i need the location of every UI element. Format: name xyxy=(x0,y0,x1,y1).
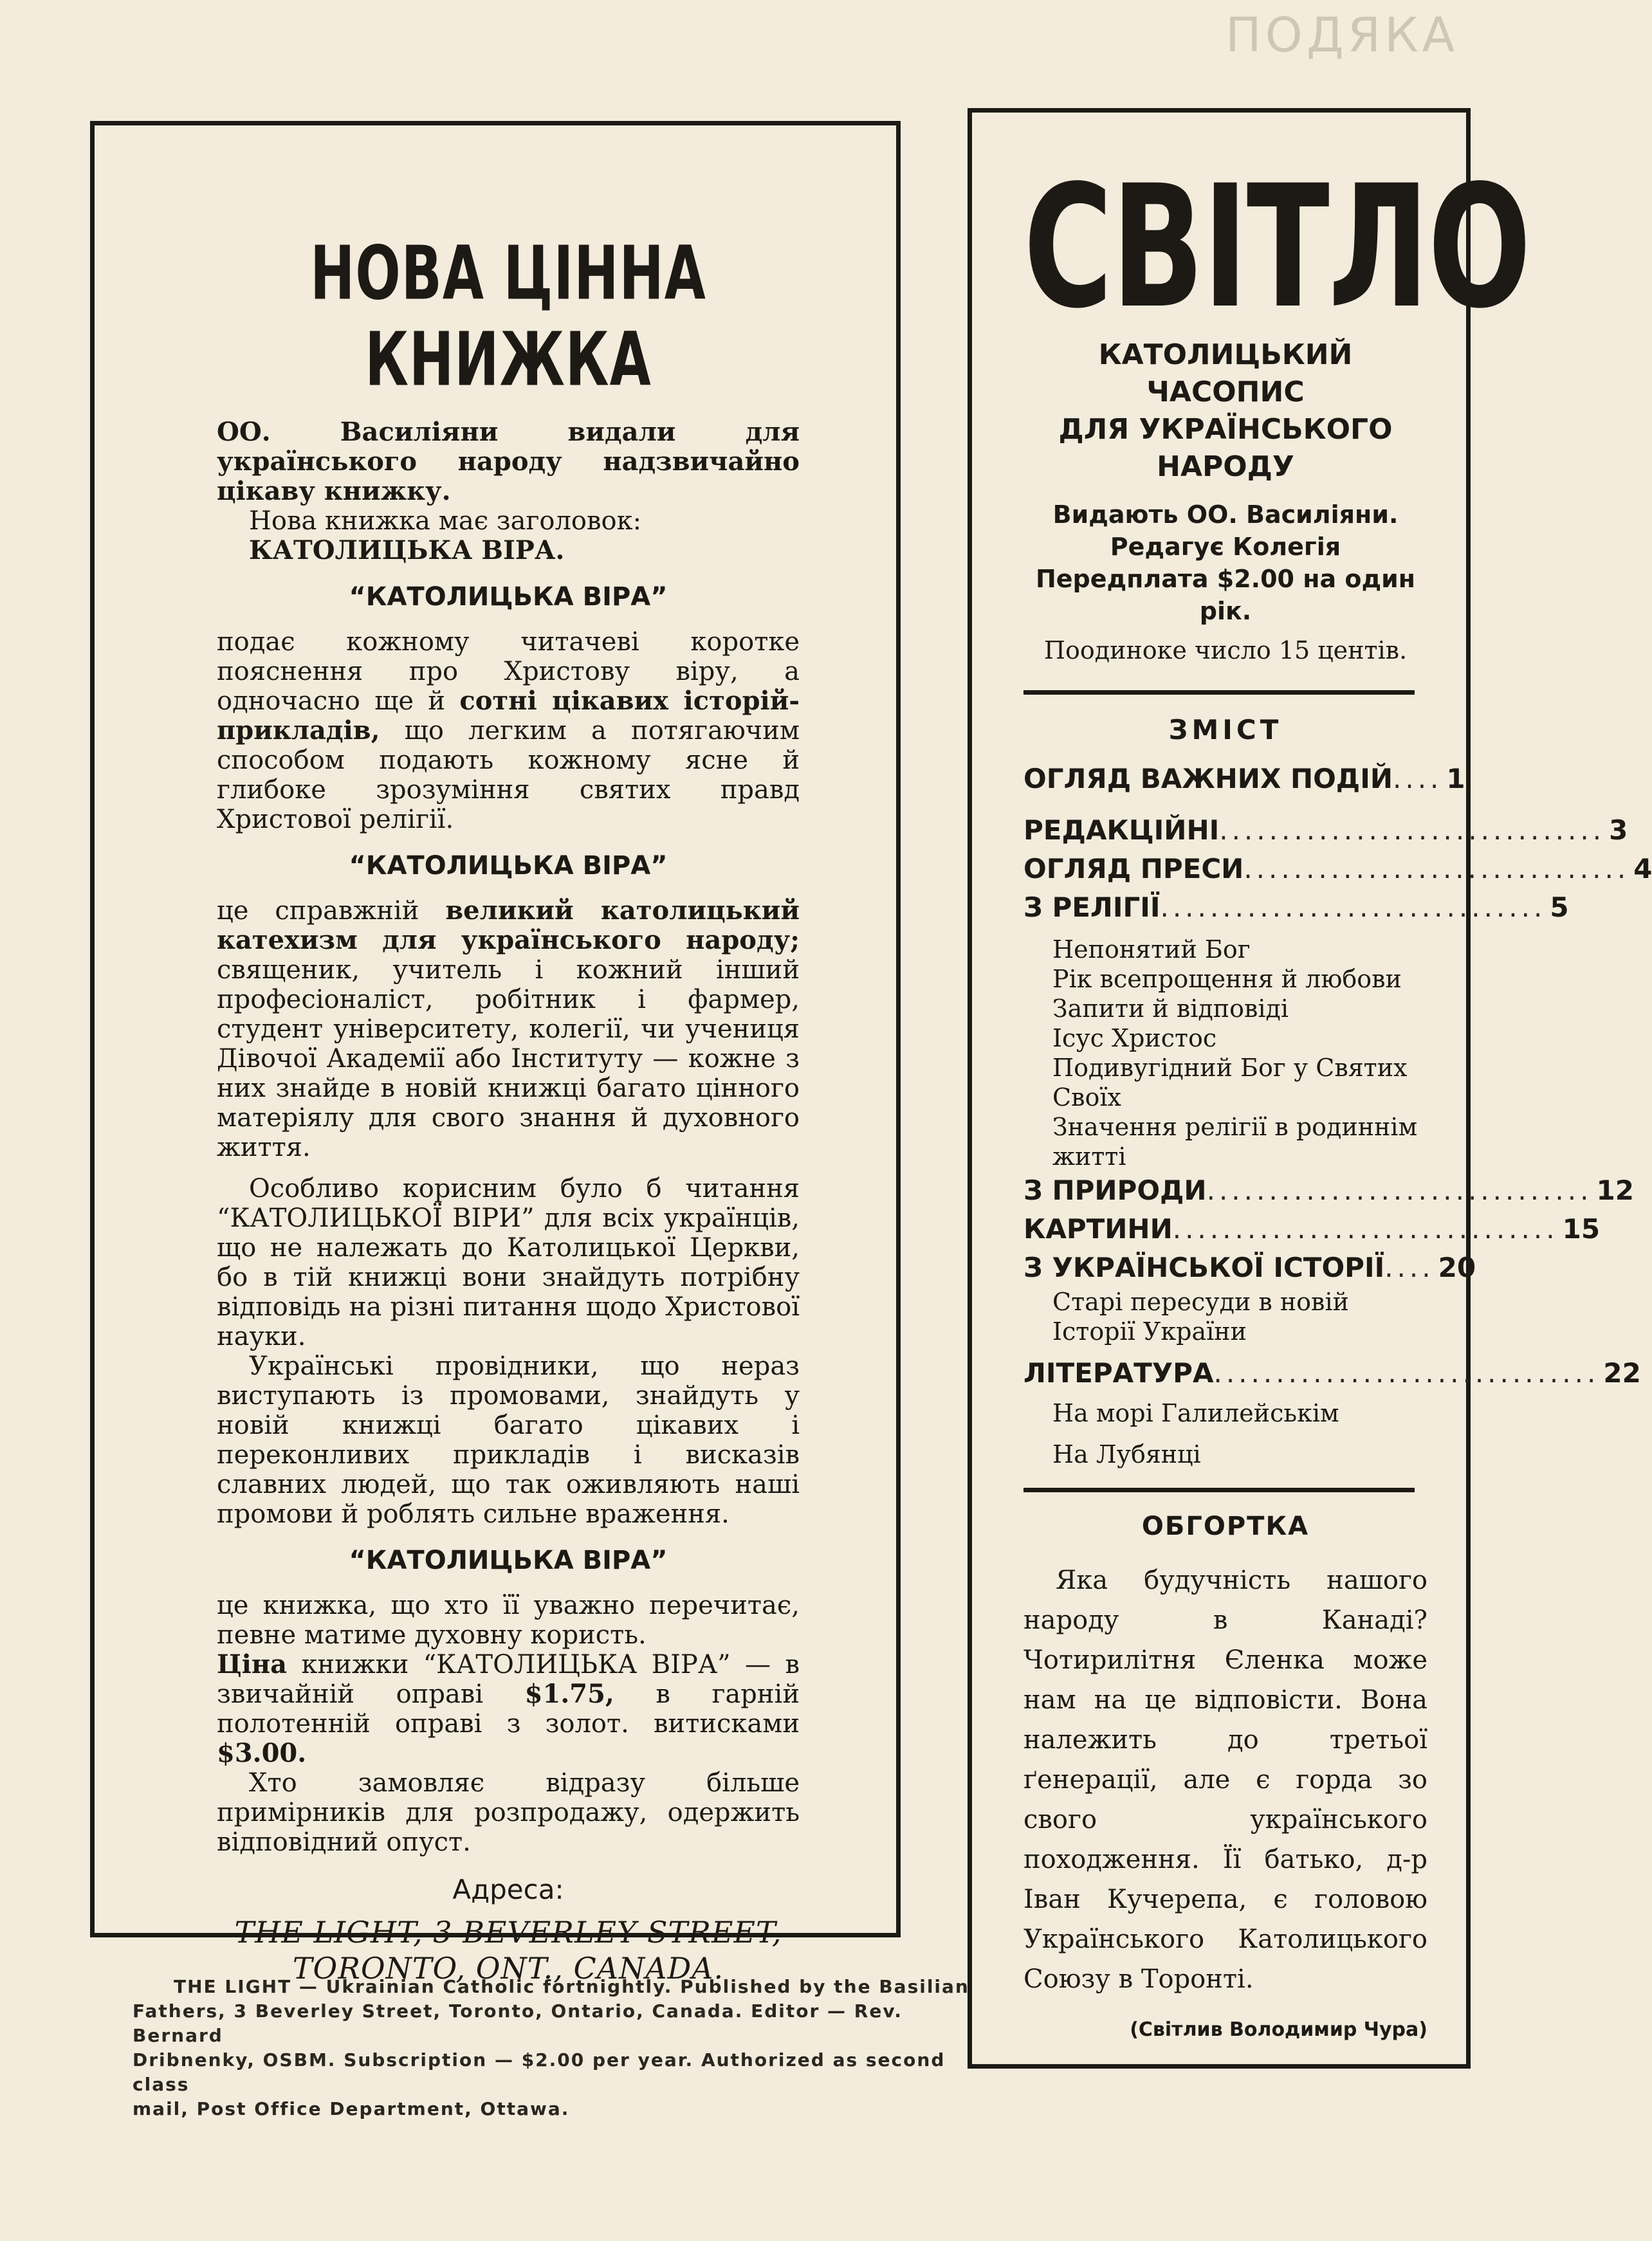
toc-subitem: Старі пересуди в новій Історії України xyxy=(1052,1288,1349,1346)
magazine-subtitle-3: НАРОДУ xyxy=(1157,450,1294,483)
magazine-single-copy: Поодиноке число 15 центів. xyxy=(1043,636,1408,664)
toc-entry-dots: ............................... xyxy=(1219,814,1606,846)
toc-entry-page: 12 xyxy=(1596,1175,1634,1206)
magazine-subtitle-1: КАТОЛИЦЬКИЙ ЧАСОПИС xyxy=(1098,338,1353,408)
ad-paragraph-1 xyxy=(217,627,800,834)
toc-subitem: На Лубянці xyxy=(1052,1440,1201,1468)
toc-entry xyxy=(1023,850,1652,888)
ad-heading-1: “КАТОЛИЦЬКА ВІРА” xyxy=(349,582,668,612)
footer-line: Fathers, 3 Beverley Street, Toronto, Ontario, Canada. Editor — Rev. Bernard xyxy=(133,2000,903,2046)
ad-paragraph-2-b: великий католицький катехизм для українського народу; xyxy=(217,895,800,955)
library-stamp: ПОДЯКА xyxy=(1225,8,1459,63)
ad-subtitle xyxy=(217,506,800,565)
toc-entry-dots: .... xyxy=(1384,1252,1435,1283)
cover-title: ОБГОРТКА xyxy=(1141,1512,1310,1541)
toc-entry-dots: ............................... xyxy=(1206,1175,1593,1206)
magazine-subscription: Передплата $2.00 на один рік. xyxy=(1035,565,1416,625)
toc-entry-dots: ............................... xyxy=(1160,892,1546,923)
toc-entry-dots: ............................... xyxy=(1244,853,1630,884)
ad-paragraph-3: Особливо корисним було б читання “КАТОЛИЦЬКОЇ ВІРИ” для всіх українців, що не належать до Католицької Церкви, бо в тій книжці вони знайдуть потрібну відповідь на різні питання щодо Христової науки. xyxy=(217,1174,800,1351)
ad-discount: Хто замовляє відразу більше примірників для розпродажу, одержить відповідний опуст. xyxy=(217,1768,800,1857)
ad-paragraph-2-a: це справжній xyxy=(217,896,446,926)
toc-entry-page: 22 xyxy=(1603,1357,1641,1389)
toc-entry-page: 3 xyxy=(1609,814,1628,846)
ad-paragraph-5: це книжка, що хто її уважно перечитає, певне матиме духовну користь. xyxy=(217,1591,800,1650)
toc-entry-page: 20 xyxy=(1438,1252,1476,1283)
ad-heading-3: “КАТОЛИЦЬКА ВІРА” xyxy=(349,1546,668,1575)
divider xyxy=(1023,690,1415,695)
toc-entry xyxy=(1023,811,1628,850)
toc-entry-label: З ПРИРОДИ xyxy=(1023,1175,1207,1206)
ad-address-label: Адреса: xyxy=(452,1874,564,1905)
toc-subitem: Непонятий Бог xyxy=(1052,935,1251,964)
toc-title: ЗМІСТ xyxy=(1168,714,1283,745)
ad-price-deluxe: $3.00. xyxy=(217,1738,307,1768)
toc-entry-label: РЕДАКЦІЙНІ xyxy=(1023,814,1220,846)
footer-line: THE LIGHT — Ukrainian Catholic fortnightly. Published by the Basilian xyxy=(174,1976,969,1997)
ad-paragraph-1-c: що легким а потягаючим способом подають кожному ясне й глибоке зрозуміння святих правд Христової релігії. xyxy=(217,716,800,834)
publication-footer xyxy=(133,1975,982,2121)
ad-paragraph-2-c: священик, учитель і кожний інший професіоналіст, робітник і фармер, студент університету, колегії, чи учениця Дівочої Академії або Інституту — кожне з них знайде в новій книжці багато цінного матеріялу для свого знання й духовного життя. xyxy=(217,955,800,1162)
footer-line: mail, Post Office Department, Ottawa. xyxy=(133,2098,570,2119)
magazine-publisher: Видають ОО. Василіяни. xyxy=(1052,500,1399,529)
cover-description: Яка будучність нашого народу в Канаді? Чотирилітня Єленка може нам на це відповісти. Вона належить до третьої ґенерації, але є горда зо свого українського походження. Її батько, д-р Іван Кучерепа, є головою Українського Католицького Союзу в Торонті. xyxy=(1023,1566,1427,1994)
toc-entry-dots: ............................... xyxy=(1213,1357,1600,1389)
ad-price xyxy=(217,1650,800,1768)
ad-paragraph-1-a: подає кожному читачеві коротке пояснення про Христову віру, а одночасно ще й xyxy=(217,627,800,716)
toc-entry-label: КАРТИНИ xyxy=(1023,1213,1173,1245)
magazine-title: СВІТЛО xyxy=(1023,149,1530,346)
ad-address-line-1: THE LIGHT, 3 BEVERLEY STREET, xyxy=(234,1915,782,1950)
toc-entry-page: 4 xyxy=(1633,853,1652,884)
toc-subitem: На морі Галилейськім xyxy=(1052,1399,1339,1427)
ad-price-regular: $1.75, xyxy=(524,1679,614,1709)
toc-entry xyxy=(1023,1249,1476,1287)
ad-title: НОВА ЦІННА КНИЖКА xyxy=(310,230,706,403)
toc-subitem: Запити й відповіді xyxy=(1052,994,1289,1023)
toc-entry-label: ЛІТЕРАТУРА xyxy=(1023,1357,1214,1389)
toc-entry xyxy=(1023,1354,1641,1393)
toc-subitem: Подивугідний Бог у Святих Своїх xyxy=(1052,1054,1408,1111)
divider xyxy=(1023,1488,1415,1492)
toc-entry xyxy=(1023,760,1465,798)
toc-entry-label: ОГЛЯД ПРЕСИ xyxy=(1023,853,1244,884)
ad-subtitle-text: Нова книжка має заголовок: xyxy=(249,506,642,536)
toc-entry-dots: .... xyxy=(1393,763,1443,794)
toc-subitem: Ісус Христос xyxy=(1052,1024,1217,1052)
ad-price-label: Ціна xyxy=(217,1649,288,1679)
toc-entry-label: З УКРАЇНСЬКОЇ ІСТОРІЇ xyxy=(1023,1252,1385,1283)
toc-entry-page: 5 xyxy=(1550,892,1569,923)
toc-entry-dots: ............................... xyxy=(1172,1213,1559,1245)
toc-entry xyxy=(1023,1210,1601,1249)
footer-line: Dribnenky, OSBM. Subscription — $2.00 per year. Authorized as second class xyxy=(133,2049,946,2095)
ad-paragraph-4: Українські провідники, що нераз виступають із промовами, знайдуть у новій книжці багато цікавих і переконливих прикладів і висказів славних людей, що так оживляють наші промови й роблять сильне враження. xyxy=(217,1351,800,1529)
ad-address-line-2: TORONTO, ONT., CANADA. xyxy=(292,1951,724,1986)
magazine-subtitle-2: ДЛЯ УКРАЇНСЬКОГО xyxy=(1058,413,1393,446)
ad-price-text-1: книжки “КАТОЛИЦЬКА ВІРА” — в звичайній оправі xyxy=(217,1650,800,1709)
cover-photo-credit: (Світлив Володимир Чура) xyxy=(1130,2018,1427,2041)
toc-subitem: Значення релігії в родиннім житті xyxy=(1052,1113,1418,1171)
ad-subtitle-book: КАТОЛИЦЬКА ВІРА. xyxy=(249,535,565,565)
book-advertisement xyxy=(90,121,901,1986)
toc-entry xyxy=(1023,888,1569,927)
toc-entry xyxy=(1023,1171,1634,1210)
toc-entry-label: ОГЛЯД ВАЖНИХ ПОДІЙ xyxy=(1023,763,1393,794)
toc-entry-page: 1 xyxy=(1446,763,1465,794)
toc-entry-page: 15 xyxy=(1562,1213,1601,1245)
ad-paragraph-1-b: сотні цікавих історій-прикладів, xyxy=(217,686,800,745)
ad-intro: ОО. Василіяни видали для українського народу надзвичайно цікаву книжку. xyxy=(217,417,800,506)
toc-entry-label: З РЕЛІГІЇ xyxy=(1023,892,1161,923)
magazine-editors: Редагує Колегія xyxy=(1110,533,1341,561)
toc-subitem: Рік всепрощення й любови xyxy=(1052,965,1402,993)
ad-paragraph-2 xyxy=(217,896,800,1162)
magazine-info-box xyxy=(968,108,1652,2069)
ad-price-text-2: в гарній полотенній оправі з золот. витисками xyxy=(217,1679,800,1739)
ad-heading-2: “КАТОЛИЦЬКА ВІРА” xyxy=(349,851,668,881)
